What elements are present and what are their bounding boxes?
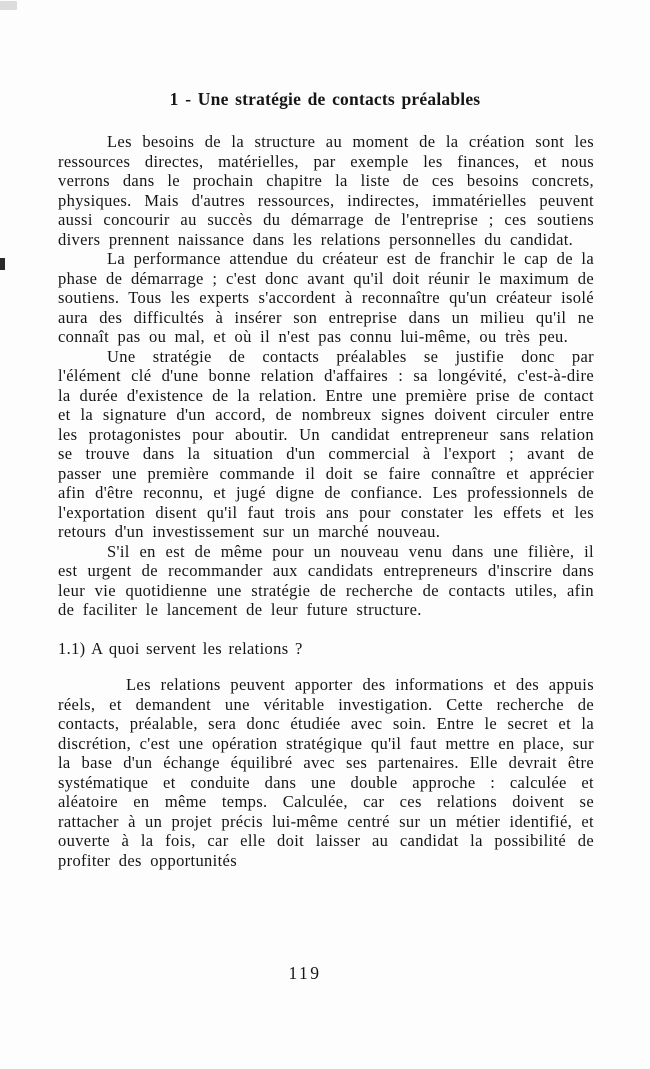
page-number: 119 [288, 963, 322, 983]
scan-speck-left-edge [0, 258, 5, 270]
section-heading-1-1: 1.1) A quoi servent les relations ? [58, 638, 303, 658]
chapter-section-title: 1 - Une stratégie de contacts préalables [169, 89, 481, 109]
text-column [58, 132, 594, 870]
paragraph: Une stratégie de contacts préalables se justifie donc par l'élément clé d'une bonne relation d'affaires : sa longévité, c'est-à-dire la durée d'existence de la relation. Entre une première prise de contact et la signature d'un accord, de nombreux signes doivent circuler entre les protagonistes pour aboutir. Un candidat entrepreneur sans relation se trouve dans la situation d'un commercial à l'export ; avant de passer une première commande il doit se faire connaître et apprécier afin d'être reconnu, et jugé digne de confiance. Les professionnels de l'exportation disent qu'il faut trois ans pour constater les effets et les retours d'un investissement sur un marché nouveau. [58, 346, 594, 541]
paragraph: Les relations peuvent apporter des informations et des appuis réels, et demandent une véritable investigation. Cette recherche de contacts, préalable, sera donc étudiée avec soin. Entre le secret et la discrétion, c'est une opération stratégique qu'il faut mettre en place, sur la base d'un échange équilibré avec ses partenaires. Elle devrait être systématique et conduite dans une double approche : calculée et aléatoire en même temps. Calculée, car ces relations doivent se rattacher à un projet précis lui-même centré sur un métier identifié, et ouverte à la fois, car elle doit laisser au candidat la possibilité de profiter des opportunités [58, 675, 594, 870]
scan-speck-top-left [0, 1, 17, 10]
paragraph: S'il en est de même pour un nouveau venu dans une filière, il est urgent de recommander aux candidats entrepreneurs d'inscrire dans leur vie quotidienne une stratégie de recherche de contacts utiles, afin de faciliter le lancement de leur future structure. [58, 541, 594, 619]
paragraph: Les besoins de la structure au moment de la création sont les ressources directes, matérielles, par exemple les finances, et nous verrons dans le prochain chapitre la liste de ces besoins concrets, physiques. Mais d'autres ressources, indirectes, immatérielles peuvent aussi concourir au succès du démarrage de l'entreprise ; ces soutiens divers prennent naissance dans les relations personnelles du candidat. [58, 132, 594, 249]
paragraph: La performance attendue du créateur est de franchir le cap de la phase de démarrage ; c'est donc avant qu'il doit réunir le maximum de soutiens. Tous les experts s'accordent à reconnaître qu'un créateur isolé aura des difficultés à insérer son entreprise dans un milieu qu'il ne connaît pas ou mal, et où il n'est pas connu lui-même, ou très peu. [58, 249, 594, 346]
